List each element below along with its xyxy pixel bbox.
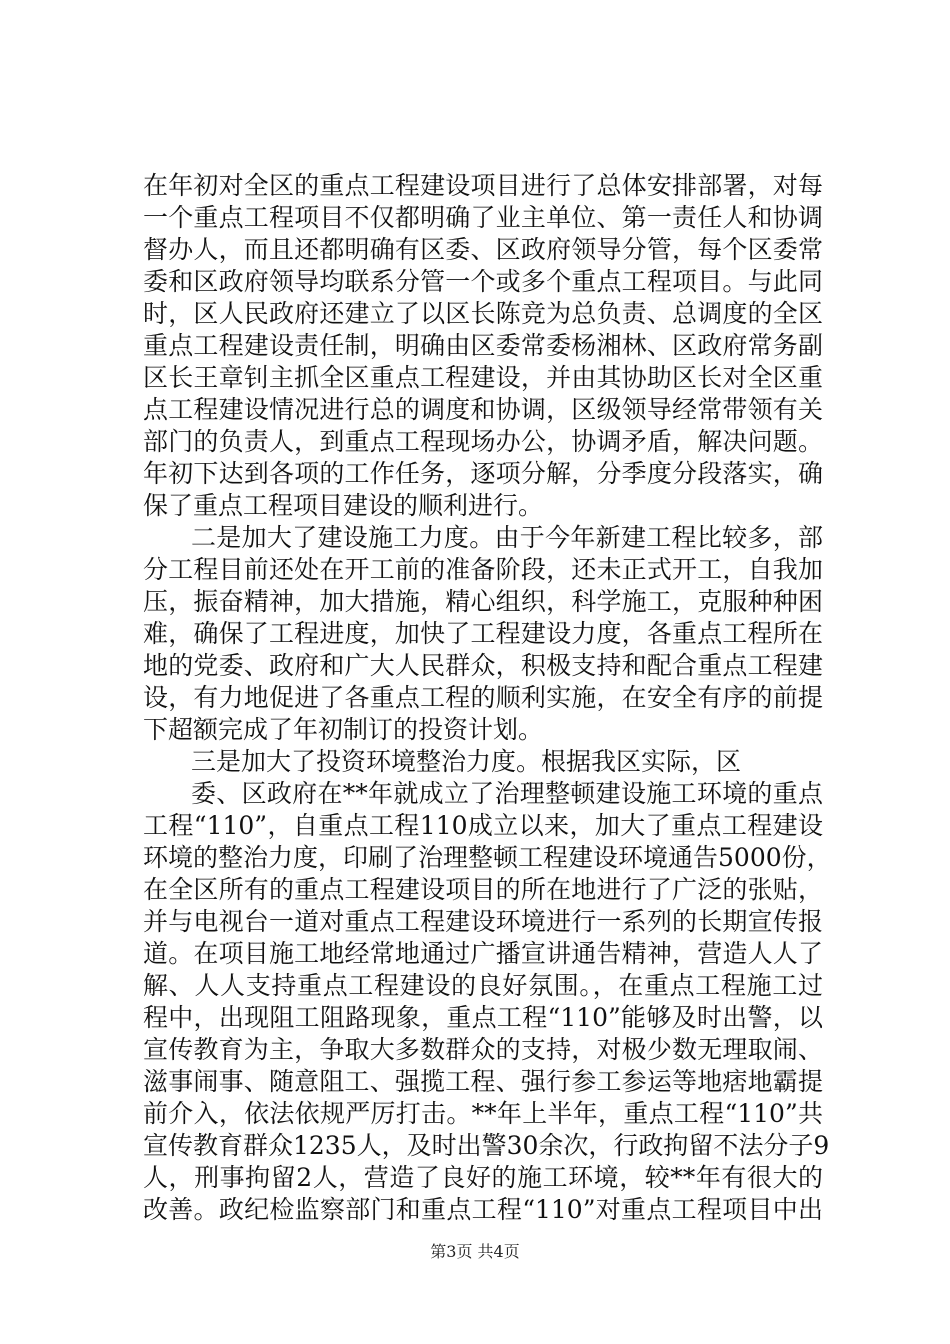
text-line: 督办人，而且还都明确有区委、区政府领导分管，每个区委常 bbox=[143, 235, 823, 264]
text-line: 在全区所有的重点工程建设项目的所在地进行了广泛的张贴， bbox=[143, 875, 823, 904]
text-line: 年初下达到各项的工作任务，逐项分解，分季度分段落实，确 bbox=[143, 459, 823, 488]
text-line: 在年初对全区的重点工程建设项目进行了总体安排部署，对每 bbox=[143, 171, 823, 200]
text-line: 压，振奋精神，加大措施，精心组织，科学施工，克服种种困 bbox=[143, 587, 823, 616]
text-line: 滋事闹事、随意阻工、强揽工程、强行参工参运等地痞地霸提 bbox=[143, 1067, 823, 1096]
text-line: 部门的负责人，到重点工程现场办公，协调矛盾，解决问题。 bbox=[143, 427, 823, 456]
text-line: 下超额完成了年初制订的投资计划。 bbox=[143, 715, 544, 744]
paragraph-start: 委、区政府在**年就成立了治理整顿建设施工环境的重点 bbox=[191, 779, 823, 808]
text-line: 道。在项目施工地经常地通过广播宣讲通告精神，营造人人了 bbox=[143, 939, 823, 968]
text-line: 时，区人民政府还建立了以区长陈竞为总负责、总调度的全区 bbox=[143, 299, 823, 328]
text-line: 一个重点工程项目不仅都明确了业主单位、第一责任人和协调 bbox=[143, 203, 823, 232]
text-line: 点工程建设情况进行总的调度和协调，区级领导经常带领有关 bbox=[143, 395, 823, 424]
paragraph-start: 二是加大了建设施工力度。由于今年新建工程比较多，部 bbox=[191, 523, 823, 552]
page-footer: 第3页 共4页 bbox=[430, 1242, 520, 1261]
text-line: 前介入，依法依规严厉打击。**年上半年，重点工程“110”共 bbox=[143, 1099, 823, 1128]
text-line: 分工程目前还处在开工前的准备阶段，还未正式开工，自我加 bbox=[143, 555, 823, 584]
text-line: 设，有力地促进了各重点工程的顺利实施，在安全有序的前提 bbox=[143, 683, 823, 712]
text-line: 程中，出现阻工阻路现象，重点工程“110”能够及时出警，以 bbox=[143, 1003, 823, 1032]
text-line: 区长王章钊主抓全区重点工程建设，并由其协助区长对全区重 bbox=[143, 363, 823, 392]
text-line: 环境的整治力度，印刷了治理整顿工程建设环境通告5000份， bbox=[143, 843, 832, 872]
text-line: 委和区政府领导均联系分管一个或多个重点工程项目。与此同 bbox=[143, 267, 823, 296]
text-line: 并与电视台一道对重点工程建设环境进行一系列的长期宣传报 bbox=[143, 907, 823, 936]
text-line: 人，刑事拘留2人，营造了良好的施工环境，较**年有很大的 bbox=[143, 1163, 823, 1192]
text-line: 地的党委、政府和广大人民群众，积极支持和配合重点工程建 bbox=[143, 651, 823, 680]
text-line: 保了重点工程项目建设的顺利进行。 bbox=[143, 491, 544, 520]
text-line: 难，确保了工程进度，加快了工程建设力度，各重点工程所在 bbox=[143, 619, 823, 648]
text-line: 改善。政纪检监察部门和重点工程“110”对重点工程项目中出 bbox=[143, 1195, 823, 1224]
text-line: 解、人人支持重点工程建设的良好氛围。，在重点工程施工过 bbox=[143, 971, 823, 1000]
paragraph-start: 三是加大了投资环境整治力度。根据我区实际，区 bbox=[191, 747, 742, 776]
text-line: 宣传教育群众1235人，及时出警30余次，行政拘留不法分子9 bbox=[143, 1131, 830, 1160]
text-line: 重点工程建设责任制，明确由区委常委杨湘林、区政府常务副 bbox=[143, 331, 823, 360]
text-line: 工程“110”，自重点工程110成立以来，加大了重点工程建设 bbox=[143, 811, 823, 840]
text-line: 宣传教育为主，争取大多数群众的支持，对极少数无理取闹、 bbox=[143, 1035, 823, 1064]
